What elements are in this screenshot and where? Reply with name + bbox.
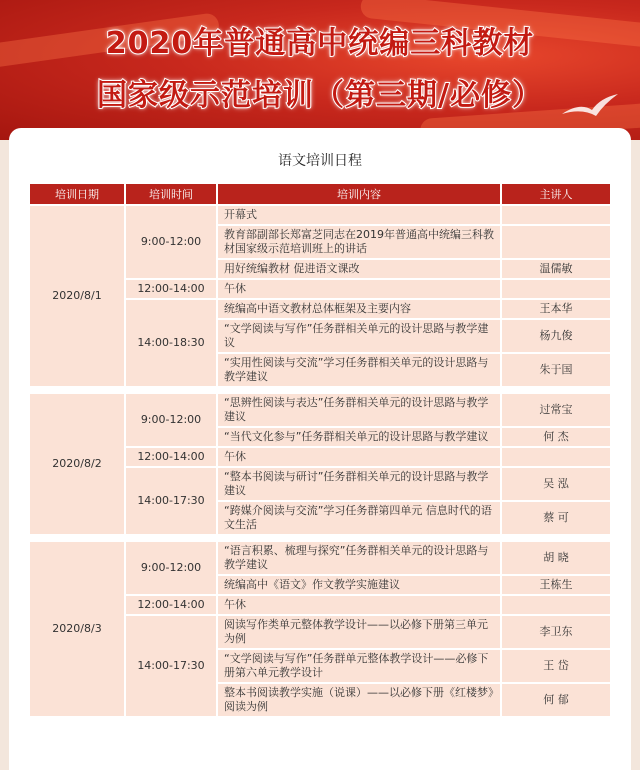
content-cell: 统编高中《语文》作文教学实施建议 bbox=[218, 576, 500, 594]
date-cell: 2020/8/3 bbox=[30, 542, 124, 716]
table-header-row bbox=[30, 184, 610, 204]
speaker-cell: 何 郁 bbox=[502, 684, 610, 716]
time-cell: 12:00-14:00 bbox=[126, 448, 216, 466]
date-cell: 2020/8/1 bbox=[30, 206, 124, 386]
time-cell: 9:00-12:00 bbox=[126, 394, 216, 446]
content-cell: “当代文化参与”任务群相关单元的设计思路与教学建议 bbox=[218, 428, 500, 446]
speaker-cell: 王本华 bbox=[502, 300, 610, 318]
content-cell: 午休 bbox=[218, 280, 500, 298]
page-title: 2020年普通高中统编三科教材 bbox=[105, 26, 535, 61]
time-cell: 12:00-14:00 bbox=[126, 596, 216, 614]
speaker-cell: 朱于国 bbox=[502, 354, 610, 386]
schedule-table bbox=[28, 182, 612, 718]
speaker-cell bbox=[502, 226, 610, 258]
speaker-cell: 何 杰 bbox=[502, 428, 610, 446]
header-content: 培训内容 bbox=[218, 184, 500, 204]
speaker-cell: 李卫东 bbox=[502, 616, 610, 648]
content-cell: “语言积累、梳理与探究”任务群相关单元的设计思路与教学建议 bbox=[218, 542, 500, 574]
table-row bbox=[30, 206, 610, 224]
content-cell: 开幕式 bbox=[218, 206, 500, 224]
speaker-cell bbox=[502, 280, 610, 298]
content-cell: “实用性阅读与交流”学习任务群相关单元的设计思路与教学建议 bbox=[218, 354, 500, 386]
header-date: 培训日期 bbox=[30, 184, 124, 204]
content-cell: 阅读写作类单元整体教学设计——以必修下册第三单元为例 bbox=[218, 616, 500, 648]
content-cell: “整本书阅读与研讨”任务群相关单元的设计思路与教学建议 bbox=[218, 468, 500, 500]
time-cell: 14:00-17:30 bbox=[126, 468, 216, 534]
content-cell: 统编高中语文教材总体框架及主要内容 bbox=[218, 300, 500, 318]
speaker-cell: 温儒敏 bbox=[502, 260, 610, 278]
content-cell: “思辨性阅读与表达”任务群相关单元的设计思路与教学建议 bbox=[218, 394, 500, 426]
content-cell: “跨媒介阅读与交流”学习任务群第四单元 信息时代的语文生活 bbox=[218, 502, 500, 534]
time-cell: 9:00-12:00 bbox=[126, 542, 216, 594]
speaker-cell: 过常宝 bbox=[502, 394, 610, 426]
time-cell: 14:00-18:30 bbox=[126, 300, 216, 386]
date-cell: 2020/8/2 bbox=[30, 394, 124, 534]
schedule-heading: 语文培训日程 bbox=[278, 153, 362, 169]
speaker-cell bbox=[502, 596, 610, 614]
content-cell: 教育部副部长郑富芝同志在2019年普通高中统编三科教材国家级示范培训班上的讲话 bbox=[218, 226, 500, 258]
table-row bbox=[30, 394, 610, 426]
page-subtitle: 国家级示范培训（第三期/必修） bbox=[97, 78, 543, 113]
speaker-cell: 杨九俊 bbox=[502, 320, 610, 352]
time-cell: 9:00-12:00 bbox=[126, 206, 216, 278]
content-cell: 午休 bbox=[218, 448, 500, 466]
content-cell: 午休 bbox=[218, 596, 500, 614]
speaker-cell: 王栋生 bbox=[502, 576, 610, 594]
table-row bbox=[30, 542, 610, 574]
speaker-cell bbox=[502, 448, 610, 466]
speaker-cell bbox=[502, 206, 610, 224]
day-separator bbox=[30, 388, 610, 392]
content-cell: 用好统编教材 促进语文课改 bbox=[218, 260, 500, 278]
speaker-cell: 胡 晓 bbox=[502, 542, 610, 574]
speaker-cell: 王 岱 bbox=[502, 650, 610, 682]
content-cell: “文学阅读与写作”任务群单元整体教学设计——必修下册第六单元教学设计 bbox=[218, 650, 500, 682]
header-speaker: 主讲人 bbox=[502, 184, 610, 204]
content-cell: 整本书阅读教学实施（说课）——以必修下册《红楼梦》阅读为例 bbox=[218, 684, 500, 716]
content-cell: “文学阅读与写作”任务群相关单元的设计思路与教学建议 bbox=[218, 320, 500, 352]
day-separator bbox=[30, 536, 610, 540]
time-cell: 12:00-14:00 bbox=[126, 280, 216, 298]
speaker-cell: 吴 泓 bbox=[502, 468, 610, 500]
time-cell: 14:00-17:30 bbox=[126, 616, 216, 716]
header-time: 培训时间 bbox=[126, 184, 216, 204]
speaker-cell: 蔡 可 bbox=[502, 502, 610, 534]
